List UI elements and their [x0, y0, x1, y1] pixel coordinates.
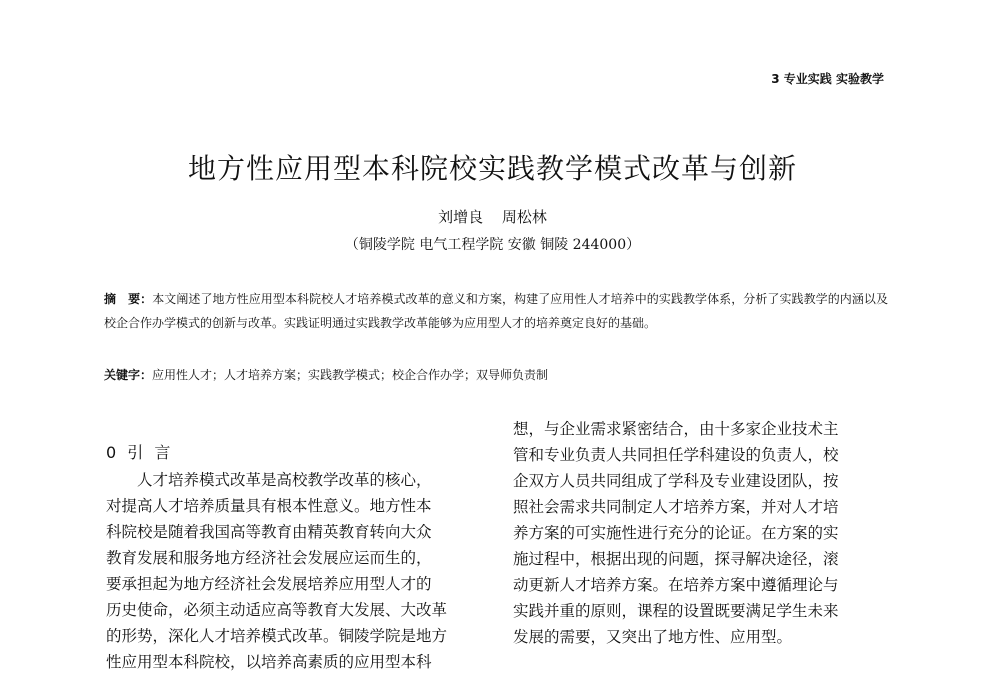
body-line: 养方案的可实施性进行充分的论证。在方案的实	[513, 524, 839, 542]
section-heading-introduction: 0 引 言	[106, 443, 174, 462]
body-line: 管和专业负责人共同担任学科建设的负责人，校	[513, 446, 839, 464]
abstract-label: 摘 要：	[104, 292, 153, 306]
body-line: 要承担起为地方经济社会发展培养应用型人才的	[106, 575, 432, 593]
body-line: 发展的需要，又突出了地方性、应用型。	[513, 628, 793, 646]
body-line: 人才培养模式改革是高校教学改革的核心，	[106, 471, 432, 489]
keywords-text: 应用性人才；人才培养方案；实践教学模式；校企合作办学；双导师负责制	[152, 368, 549, 382]
body-line: 性应用型本科院校，以培养高素质的应用型本科	[106, 653, 432, 671]
body-line: 科院校是随着我国高等教育由精英教育转向大众	[106, 523, 432, 541]
abstract	[104, 287, 888, 335]
body-line: 照社会需求共同制定人才培养方案，并对人才培	[513, 498, 839, 516]
section-label: 3 专业实践 实验教学	[771, 72, 884, 86]
left-column-body	[106, 467, 482, 675]
paper-title: 地方性应用型本科院校实践教学模式改革与创新	[187, 152, 797, 185]
body-line: 想，与企业需求紧密结合，由十多家企业技术主	[513, 420, 839, 438]
body-line: 动更新人才培养方案。在培养方案中遵循理论与	[513, 576, 839, 594]
body-line: 历史使命，必须主动适应高等教育大发展、大改革	[106, 601, 448, 619]
keywords	[104, 366, 548, 383]
paper-authors: 刘增良 周松林	[438, 208, 547, 226]
body-line: 企双方人员共同组成了学科及专业建设团队，按	[513, 472, 839, 490]
body-line: 施过程中，根据出现的问题，探寻解决途径，滚	[513, 550, 839, 568]
body-line: 教育发展和服务地方经济社会发展应运而生的，	[106, 549, 432, 567]
abstract-text: 本文阐述了地方性应用型本科院校人才培养模式改革的意义和方案，构建了应用性人才培养中的实践教学体系，分析了实践教学的内涵以及校企合作办学模式的创新与改革。实践证明通过实践教学改革能够为应用型人才的培养奠定良好的基础。	[104, 292, 888, 330]
keywords-label: 关键字：	[104, 368, 153, 382]
right-column-body	[513, 416, 889, 650]
body-line: 实践并重的原则，课程的设置既要满足学生未来	[513, 602, 839, 620]
body-line: 对提高人才培养质量具有根本性意义。地方性本	[106, 497, 432, 515]
body-line: 的形势，深化人才培养模式改革。铜陵学院是地方	[106, 627, 448, 645]
paper-affiliation: （铜陵学院 电气工程学院 安徽 铜陵 244000）	[344, 237, 641, 253]
